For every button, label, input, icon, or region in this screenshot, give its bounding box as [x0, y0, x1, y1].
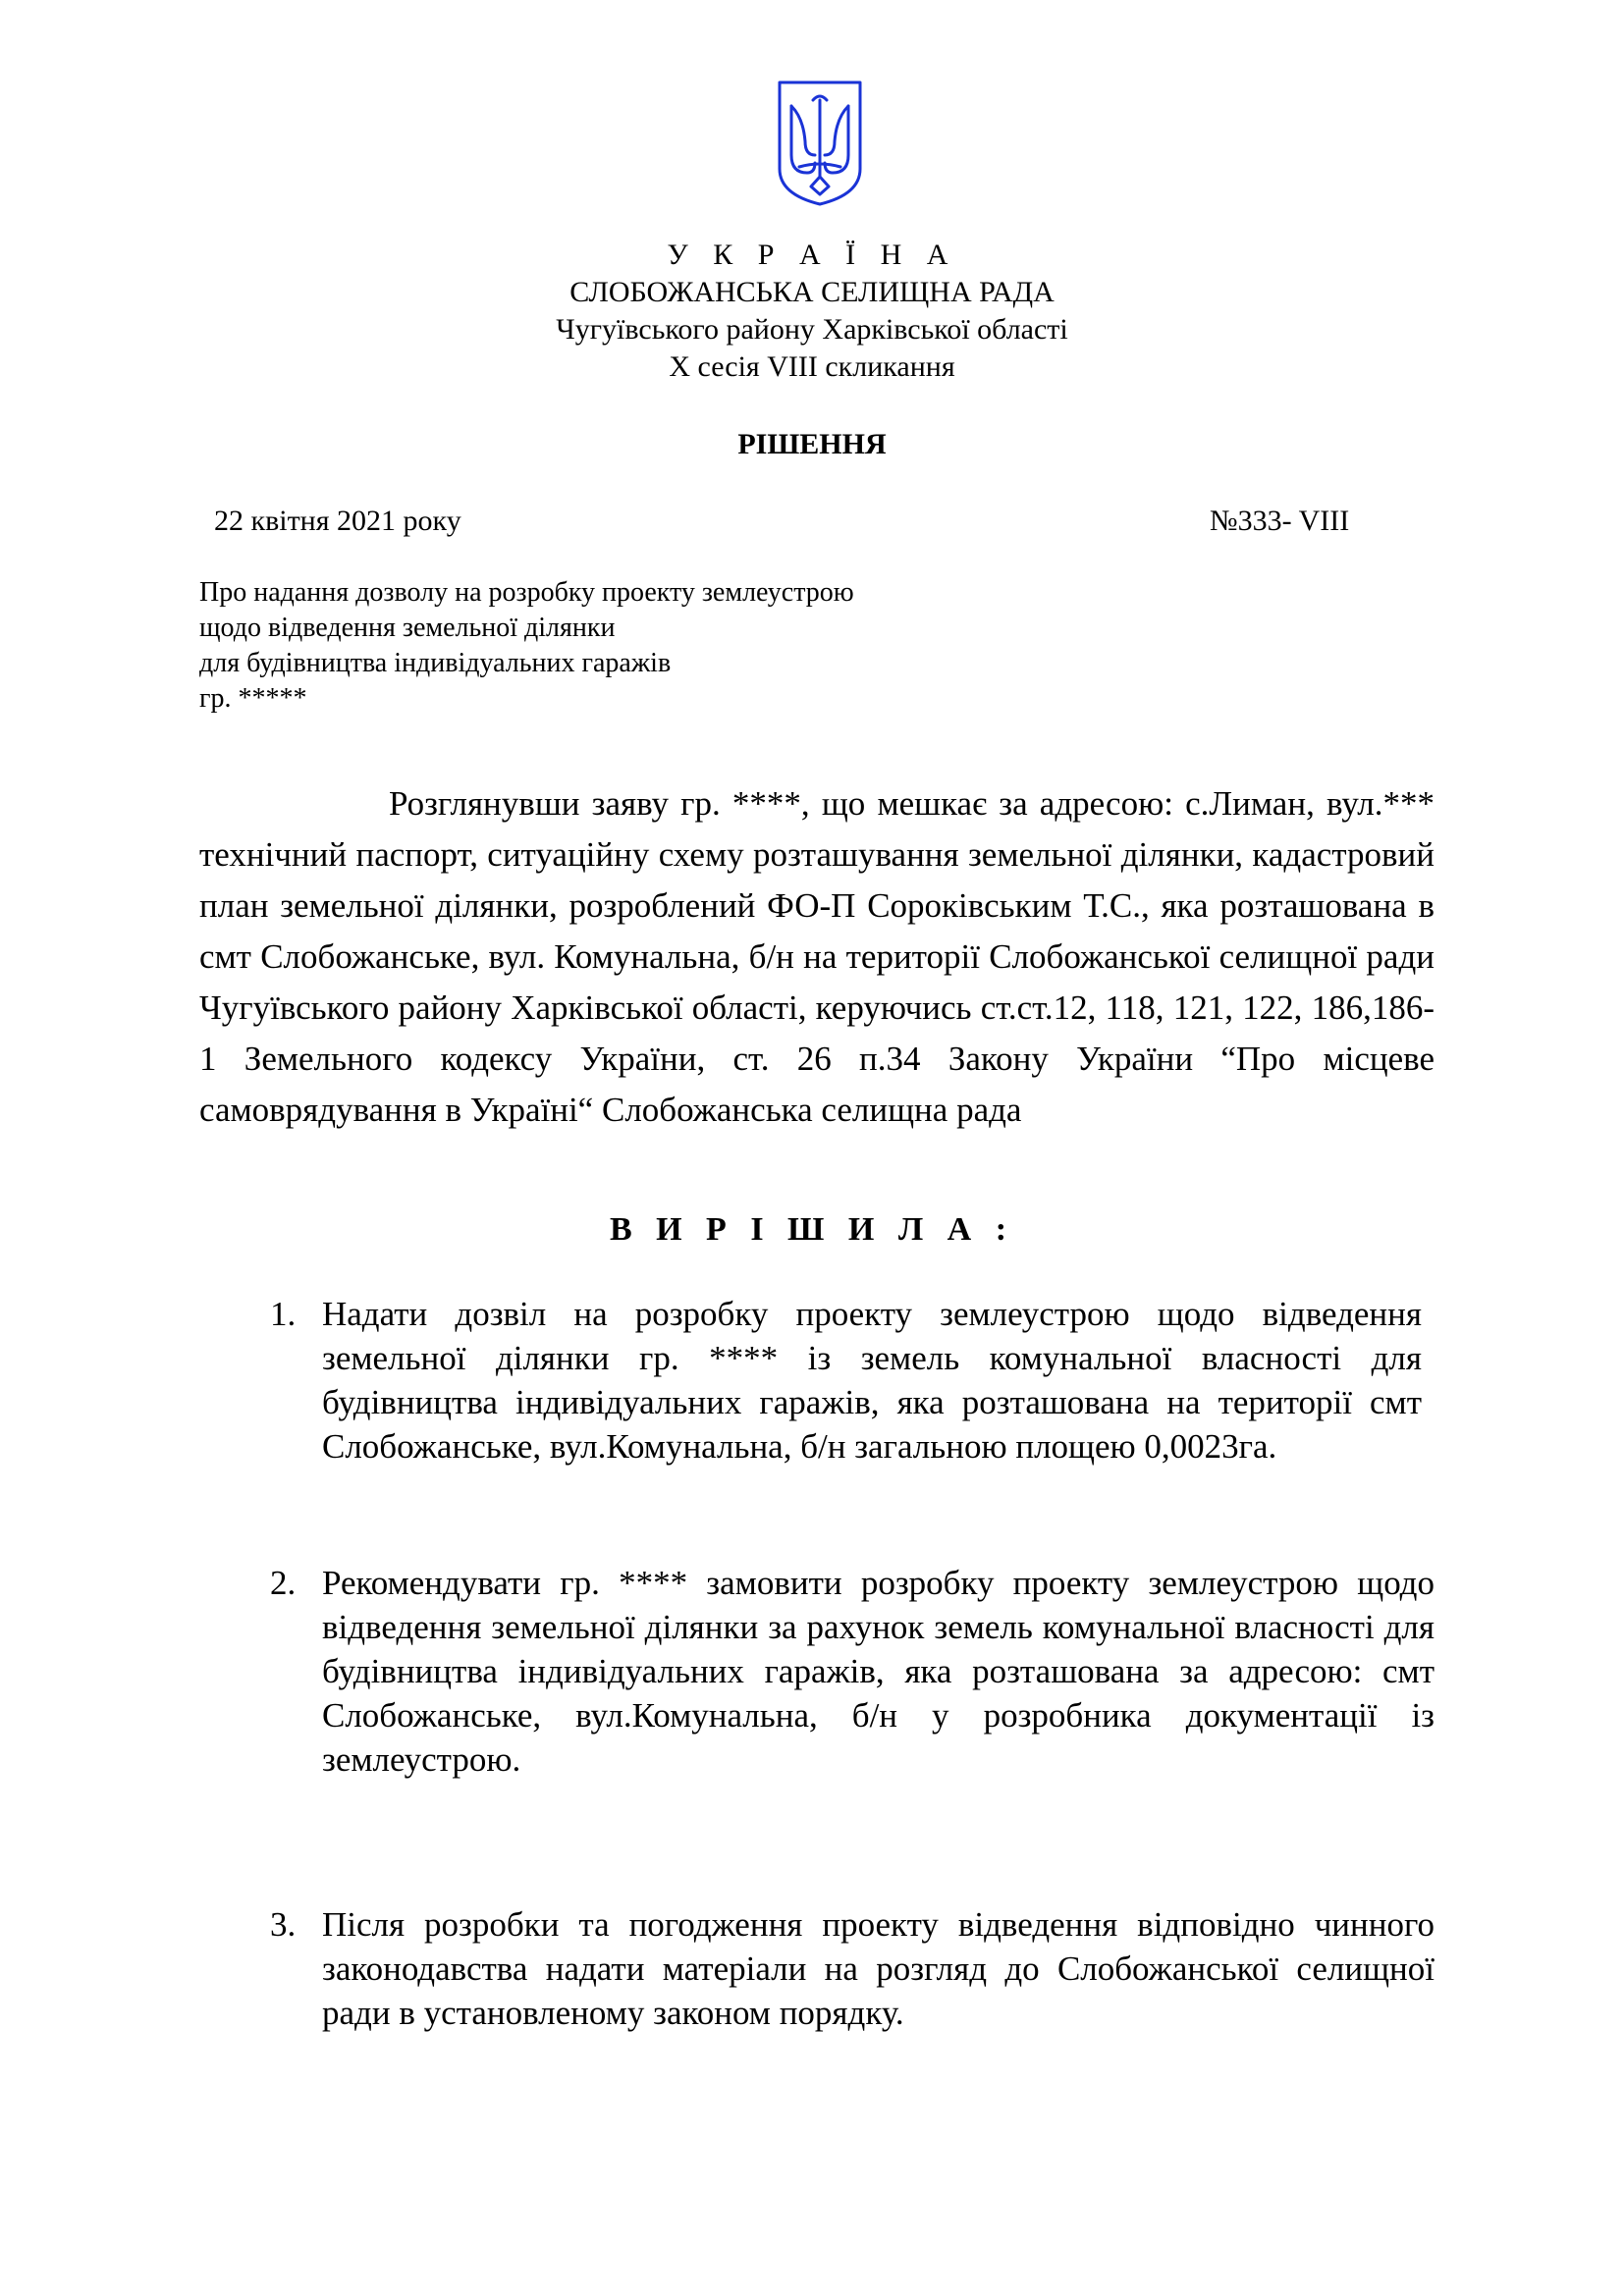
document-header	[0, 237, 1624, 386]
list-item-number: 3.	[270, 1905, 297, 1944]
list-item-text: Рекомендувати гр. **** замовити розробку проекту землеустрою щодо відведення земельної ділянки за рахунок земель комунальної власності для будівництва індивідуальних гаражів, яка розташована за адресою: смт Слобожанське, вул.Комунальна, б/н у розробника документації із землеустрою.	[322, 1564, 1435, 1779]
decision-date: 22 квітня 2021 року	[214, 505, 461, 537]
header-council: СЛОБОЖАНСЬКА СЕЛИЩНА РАДА	[569, 276, 1055, 308]
decision-title: РІШЕННЯ	[737, 428, 887, 460]
subject-line: Про надання дозволу на розробку проекту землеустрою	[199, 577, 854, 608]
header-district: Чугуївського району Харківської області	[556, 313, 1068, 346]
preamble-paragraph: Розглянувши заяву гр. ****, що мешкає за адресою: с.Лиман, вул.*** технічний паспорт, ситуаційну схему розташування земельної ділянки, кадастровий план земельної ділянки, розроблений ФО-П Сороківським Т.С., яка розташована в смт Слобожанське, вул. Комунальна, б/н на території Слобожанської селищної ради Чугуївського району Харківської області, керуючись ст.ст.12, 118, 121, 122, 186,186-1 Земельного кодексу України, ст. 26 п.34 Закону України “Про місцеве самоврядування в Україні“ Слобожанська селищна рада	[199, 784, 1435, 1129]
coat-of-arms-icon	[776, 79, 864, 208]
subject-line: щодо відведення земельної ділянки	[199, 613, 616, 643]
subject-line: гр. *****	[199, 683, 307, 714]
list-item-number: 2.	[270, 1564, 297, 1602]
resolved-heading: В И Р І Ш И Л А :	[609, 1211, 1015, 1248]
subject-line: для будівництва індивідуальних гаражів	[199, 648, 672, 678]
decision-number: №333- VIII	[1210, 505, 1350, 537]
list-item-text: Надати дозвіл на розробку проекту землеустрою щодо відведення земельної ділянки гр. **** із земель комунальної власності для будівництва індивідуальних гаражів, яка розташована на території смт Слобожанське, вул.Комунальна, б/н загальною площею 0,0023га.	[322, 1295, 1422, 1466]
header-country: У К Р А Ї Н А	[667, 239, 957, 271]
header-session: Х сесія VIII скликання	[669, 350, 955, 383]
decision-subject	[199, 575, 985, 717]
list-item-text: Після розробки та погодження проекту відведення відповідно чинного законодавства надати матеріали на розгляд до Слобожанської селищної ради в установленому законом порядку.	[322, 1905, 1435, 2032]
list-item-number: 1.	[270, 1295, 297, 1333]
